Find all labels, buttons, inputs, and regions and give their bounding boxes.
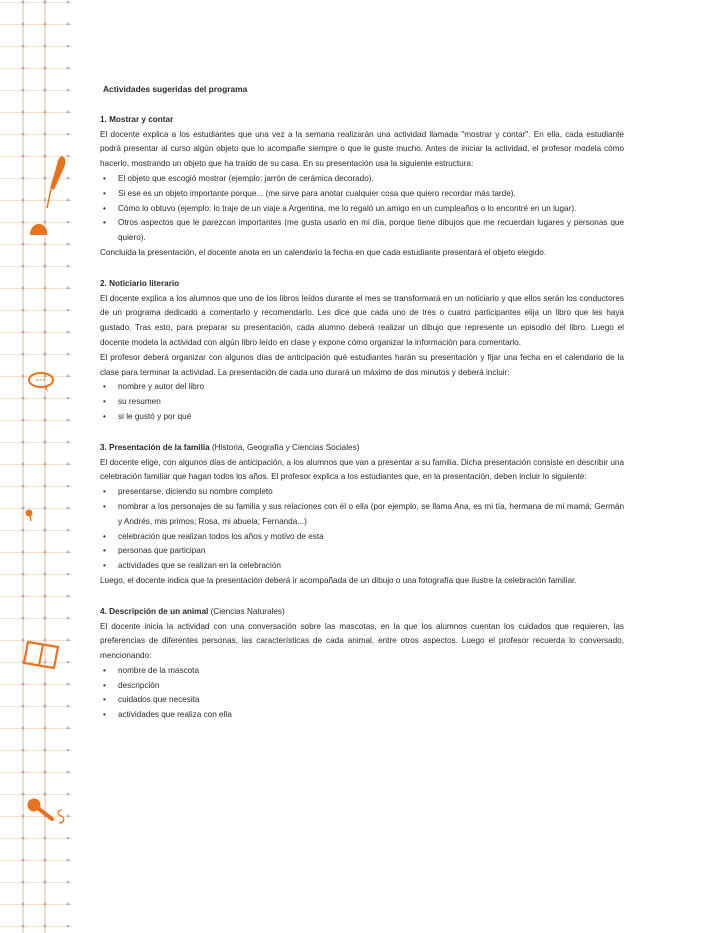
notebook-grid-margin — [0, 0, 72, 933]
list-item: • actividades que se realizan en la celebración — [118, 559, 624, 574]
section-mostrar-y-contar — [100, 113, 624, 261]
section-closing: Luego, el docente indica que la presentación deberá ir acompañada de un dibujo o una fotografía que ilustre la celebración familiar. — [100, 575, 577, 585]
list-item: • celebración que realizan todos los años y motivo de esta — [118, 530, 624, 545]
open-book-icon — [22, 638, 64, 672]
list-item: • actividades que realiza con ella — [118, 708, 624, 723]
section-heading-text: 2. Noticiario literario — [100, 278, 180, 288]
list-item: • nombrar a los personajes de su familia y sus relaciones con él o ella (por ejemplo, se llama Ana, es mi tía, hermana de mi mamá; Germán y Andrés, mis primos; Rosa, mi abuela; Fernanda...) — [118, 500, 624, 530]
section-heading-note: (Historia, Geografía y Ciencias Sociales) — [211, 442, 360, 452]
list-item: • su resumen — [118, 395, 624, 410]
document-title: Actividades sugeridas del programa — [103, 84, 248, 94]
pen-icon — [36, 152, 70, 212]
section-heading — [100, 277, 624, 292]
list-item: • descripción — [118, 679, 624, 694]
list-item: • El objeto que escogió mostrar (ejemplo: jarrón de cerámica decorado). — [118, 172, 624, 187]
ink-blot-icon — [28, 220, 50, 238]
section-intro: El docente explica a los alumnos que uno de los libros leídos durante el mes se transformará en un noticiario y que ellos serán los conductores de un programa dedicado a comentarlo y recomendarlo. Les dice que cada uno de tres o cuatro participantes elija un libro que les haya gustado. Tras esto, para preparar su presentación, cada alumno deberá realizar un dibujo que represente un episodio del libro. Luego el docente modela la actividad con algún libro leído en clase y expone cómo organizar la información para comentarlo. — [100, 293, 624, 347]
section-intro-2: El profesor deberá organizar con algunos días de anticipación qué estudiantes harán su presentación y fijar una fecha en el calendario de la clase para terminar la actividad. La presentación de cada uno durará un máximo de dos minutos y deberá incluir: — [100, 352, 624, 377]
section-heading-text: 1. Mostrar y contar — [100, 114, 174, 124]
list-item: • Si ese es un objeto importante porque... (me sirve para anotar cualquier cosa que quiero recordar más tarde). — [118, 187, 624, 202]
section-presentacion-familia — [100, 441, 624, 589]
list-item: • Cómo lo obtuvo (ejemplo: lo traje de un viaje a Argentina, me lo regaló un amigo en un cumpleaños o lo encontré en un lugar). — [118, 202, 624, 217]
section-heading — [100, 441, 624, 456]
bullet-list — [100, 485, 624, 574]
section-heading-text: 3. Presentación de la familia — [100, 442, 210, 452]
grid-dots — [43, 0, 47, 933]
section-descripcion-animal — [100, 605, 624, 723]
list-item: • Otros aspectos que le parezcan importantes (me gusta usarlo en mi día, porque tiene dibujos que me recuerdan lugares y personas que quiero). — [118, 216, 624, 246]
section-heading — [100, 605, 624, 620]
bullet-list — [100, 380, 624, 424]
section-intro: El docente explica a los estudiantes que una vez a la semana realizarán una actividad llamada "mostrar y contar". En ella, cada estudiante podrá presentar al curso algún objeto que lo acompañe siempre o que le guste mucho. Antes de iniciar la actividad, el profesor modela cómo hacerlo, mostrando un objeto que ha traído de su casa. En su presentación usa la siguiente estructura: — [100, 129, 624, 169]
list-item: • cuidados que necesita — [118, 693, 624, 708]
bullet-list — [100, 172, 624, 246]
list-item: • personas que participan — [118, 544, 624, 559]
list-item: • si le gustó y por qué — [118, 410, 624, 425]
speech-bubble-icon — [26, 370, 56, 394]
magnifier-icon — [24, 795, 70, 829]
list-item: • presentarse, diciendo su nombre completo — [118, 485, 624, 500]
grid-dots — [21, 0, 25, 933]
section-intro: El docente inicia la actividad con una conversación sobre las mascotas, en la que los alumnos cuentan los cuidados que requieren, las preferencias de diferentes personas, las características de cada animal, entre otros aspectos. Luego el profesor recuerda lo conversado, mencionando: — [100, 621, 624, 661]
section-noticiario-literario — [100, 277, 624, 425]
small-splash-icon — [24, 508, 36, 522]
bullet-list — [100, 664, 624, 723]
section-closing: Concluida la presentación, el docente anota en un calendario la fecha en que cada estudiante presentará el objeto elegido. — [100, 247, 547, 257]
list-item: • nombre de la mascota — [118, 664, 624, 679]
section-heading — [100, 113, 624, 128]
list-item: • nombre y autor del libro — [118, 380, 624, 395]
section-intro: El docente elige, con algunos días de anticipación, a los alumnos que van a presentar a su familia. Dicha presentación consiste en describir una celebración familiar que hagan todos los años. El profesor explica a los estudiantes que, en la presentación, deben incluir lo siguiente: — [100, 457, 624, 482]
section-heading-text: 4. Descripción de un animal — [100, 606, 209, 616]
section-heading-note: (Ciencias Naturales) — [210, 606, 285, 616]
document-body — [100, 82, 624, 739]
grid-dots — [66, 0, 70, 933]
